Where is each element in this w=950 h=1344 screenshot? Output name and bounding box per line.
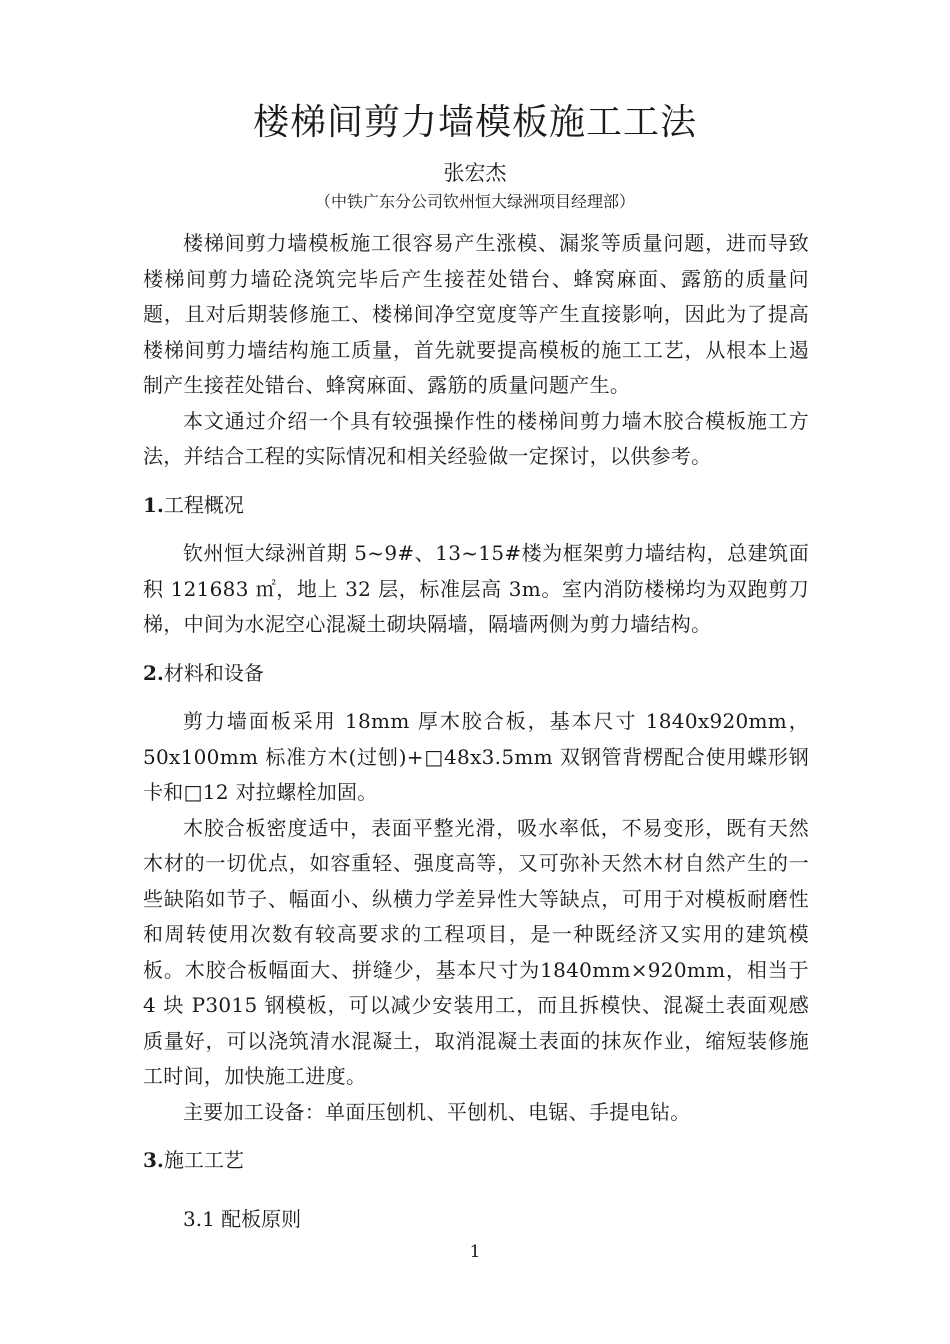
section-paragraph: 钦州恒大绿洲首期 5~9#、13~15#楼为框架剪力墙结构，总建筑面积 121683 ㎡，地上 32 层，标准层高 3m。室内消防楼梯均为双跑剪刀梯，中间为水泥空心混凝土砌块隔墙，隔墙两侧为剪力墙结构。 bbox=[143, 541, 809, 636]
author-affiliation: （中铁广东分公司钦州恒大绿洲项目经理部） bbox=[314, 192, 635, 211]
document-body bbox=[143, 226, 809, 1237]
subsection-heading: 3.1 配板原则 bbox=[183, 1206, 302, 1231]
section-paragraph: 主要加工设备：单面压刨机、平刨机、电锯、手提电钻。 bbox=[183, 1099, 691, 1124]
section-title: 材料和设备 bbox=[163, 660, 264, 685]
section-number: 2. bbox=[143, 660, 164, 685]
section-paragraph: 木胶合板密度适中，表面平整光滑，吸水率低，不易变形，既有天然木材的一切优点，如容重轻、强度高等，又可弥补天然木材自然产生的一些缺陷如节子、幅面小、纵横力学差异性大等缺点，可用于对模板耐磨性和周转使用次数有较高要求的工程项目，是一种既经济又实用的建筑模板。木胶合板幅面大、拼缝少，基本尺寸为1840mm×920mm，相当于 4 块 P3015 钢模板，可以减少安装用工，而且拆模快、混凝土表面观感质量好，可以浇筑清水混凝土，取消混凝土表面的抹灰作业，缩短装修施工时间，加快施工进度。 bbox=[143, 815, 809, 1088]
section-heading-overview bbox=[143, 475, 809, 537]
page-number: 1 bbox=[469, 1242, 481, 1262]
intro-paragraph: 楼梯间剪力墙模板施工很容易产生涨模、漏浆等质量问题，进而导致楼梯间剪力墙砼浇筑完毕后产生接茬处错台、蜂窝麻面、露筋的质量问题，且对后期装修施工、楼梯间净空宽度等产生直接影响，因此为了提高楼梯间剪力墙结构施工质量，首先就要提高模板的施工工艺，从根本上遏制产生接茬处错台、蜂窝麻面、露筋的质量问题产生。 bbox=[143, 231, 809, 397]
section-heading-process bbox=[143, 1130, 809, 1192]
section-heading-materials bbox=[143, 643, 809, 705]
section-number: 3. bbox=[143, 1148, 164, 1172]
author-name: 张宏杰 bbox=[443, 161, 507, 185]
section-number: 1. bbox=[143, 492, 164, 517]
intro-paragraph: 本文通过介绍一个具有较强操作性的楼梯间剪力墙木胶合模板施工方法，并结合工程的实际情况和相关经验做一定探讨，以供参考。 bbox=[143, 408, 809, 468]
section-paragraph: 剪力墙面板采用 18mm 厚木胶合板，基本尺寸 1840x920mm，50x100mm 标准方木(过刨)+□48x3.5mm 双钢管背楞配合使用蝶形钢卡和□12 对拉螺栓加固。 bbox=[143, 709, 809, 804]
section-title: 工程概况 bbox=[163, 492, 244, 517]
section-title: 施工工艺 bbox=[163, 1148, 244, 1172]
document-title: 楼梯间剪力墙模板施工工法 bbox=[252, 102, 697, 143]
